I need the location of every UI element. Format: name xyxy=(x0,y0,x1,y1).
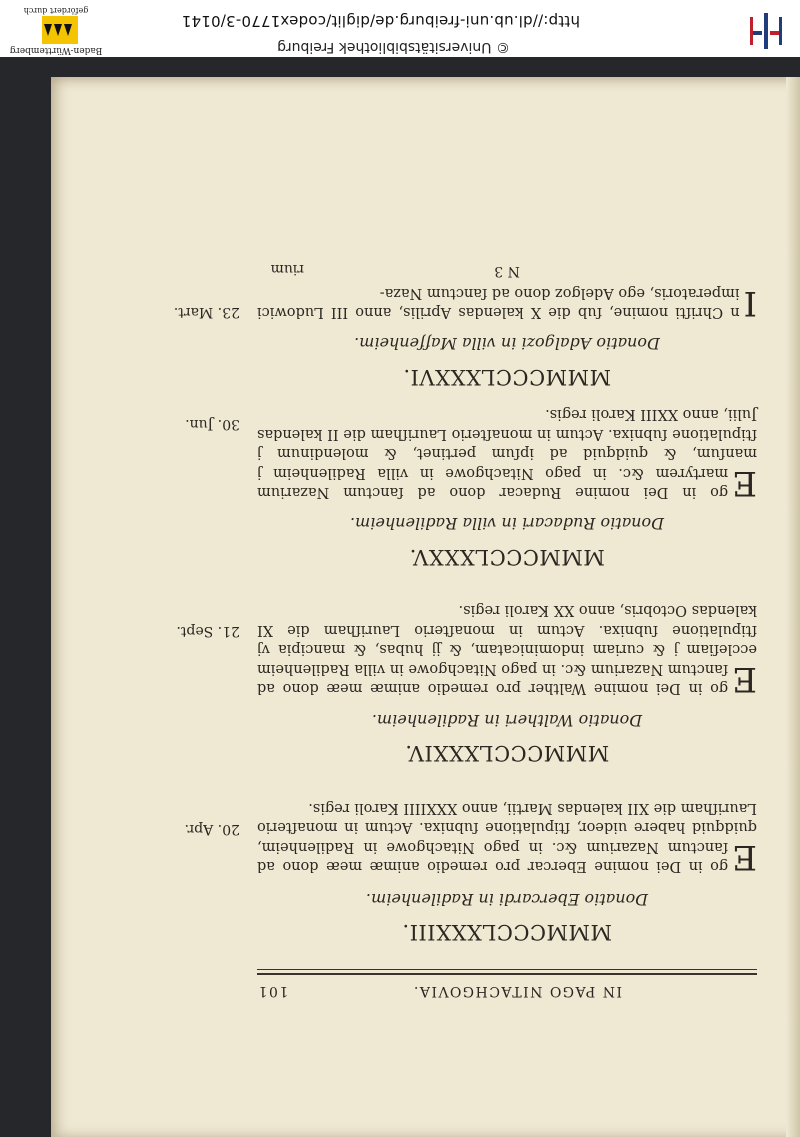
margin-date: 20. Apr. xyxy=(184,821,240,837)
charter-body: n Chriſti nomine, ſub die X kalendas Aprilis, anno III Ludowici imperatoris, ego Adelgoz dono ad ſanctum Naza- xyxy=(257,284,740,320)
book-page xyxy=(51,77,800,1137)
header-rule-thin xyxy=(257,969,757,970)
drop-cap: I xyxy=(743,283,757,323)
charter-number: MMMCCCLXXXV. xyxy=(409,545,605,569)
ub-freiburg-logo-icon xyxy=(746,11,786,51)
charter-body: go in Dei nomine Walther pro remedio animæ meæ dono ad ſanctum Nazarium &c. in pago Nitachgowe in villa Radilenheim eccleſiam j & curiam indominicatam, & jj hubas, & mancipia vj ſtipulatione ſubnixa. Actum in monaſterio Lauriſham die XI kalendas Octobris, anno XX Karoli regis. xyxy=(257,602,757,696)
margin-date: 30. Jun. xyxy=(185,416,240,432)
charter-title: Donatio Adalgozi in villa Maſſenheim. xyxy=(354,334,660,353)
funder-label: gefördert durch xyxy=(23,6,89,15)
source-url[interactable]: http://dl.ub.uni-freiburg.de/diglit/codex1770-3/0141 xyxy=(181,12,580,30)
header-rule xyxy=(257,973,757,975)
page-number: 101 xyxy=(257,983,289,999)
charter-title: Donatio Waltheri in Radilenheim. xyxy=(371,711,643,730)
charter-number: MMMCCCLXXXIV. xyxy=(404,741,610,765)
coat-of-arms-icon xyxy=(42,16,78,44)
drop-cap: E xyxy=(732,659,757,699)
charter-text xyxy=(257,282,757,321)
copyright-notice: © Universitätsbibliothek Freiburg xyxy=(277,39,510,55)
drop-cap: E xyxy=(732,837,757,877)
charter-body: go in Dei nomine Rudacar dono ad ſanctum Nazarium martyrem &c. in pago Nitachgowe in villa Radilenheim j manſum, & quidquid ad ipſum pertinet, & molendinum j ſtipulatione ſubnixa. Actum in monaſterio Lauriſham die II kalendas Julii, anno XXIII Karoli regis. xyxy=(257,406,757,500)
running-head-title: IN PAGO NITACHGOVIA. xyxy=(412,983,622,999)
charter-title: Donatio Rudacari in villa Radilenheim. xyxy=(350,514,664,533)
funder-name: Baden-Württemberg xyxy=(9,45,103,55)
margin-date: 23. Mart. xyxy=(173,304,240,320)
running-head xyxy=(257,979,757,999)
charter-text xyxy=(257,797,757,875)
charter-body: go in Dei nomine Ebercar pro remedio animæ meæ dono ad ſanctum Nazarium &c. in pago Nitachgowe in Radilenheim, quidquid habere uideor, ſtipulatione ſubnixa. Actum in monaſterio Lauriſham die XII kalendas Martii, anno XXXIIII Karoli regis. xyxy=(257,799,757,874)
funder-badge xyxy=(0,0,112,57)
charter-text xyxy=(257,600,757,697)
margin-date: 21. Sept. xyxy=(176,623,240,639)
charter-number: MMMCCCLXXXVI. xyxy=(402,365,612,389)
charter-text xyxy=(257,404,757,501)
library-banner xyxy=(0,0,800,57)
catchword: rium xyxy=(270,261,304,277)
drop-cap: E xyxy=(732,463,757,503)
charter-title: Donatio Ebercardi in Radilenheim. xyxy=(365,890,649,909)
charter-number: MMMCCCLXXXIII. xyxy=(401,920,613,944)
page-gutter xyxy=(786,77,800,1137)
signature-mark: N 3 xyxy=(494,263,520,279)
